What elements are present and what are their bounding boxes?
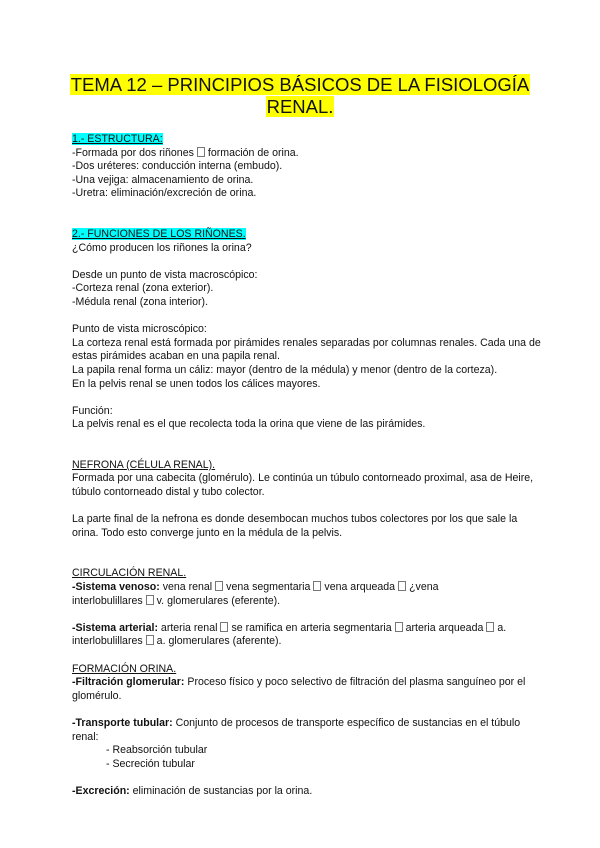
excrecion: -Excreción: eliminación de sustancias por la orina. <box>72 784 313 797</box>
section-heading-funciones: 2.- FUNCIONES DE LOS RIÑONES. <box>72 227 246 240</box>
arrow-glyph-icon <box>146 635 154 645</box>
section-heading-estructura: 1.- ESTRUCTURA: <box>72 133 163 145</box>
section-heading-nefrona: NEFRONA (CÉLULA RENAL). <box>72 458 216 471</box>
sistema-venoso-cont: interlobulillares v. glomerulares (eferente). <box>72 594 281 607</box>
section-heading-formacion: FORMACIÓN ORINA. <box>72 662 177 675</box>
micro-paragraph-1: La corteza renal está formada por pirámides renales separadas por columnas renales. Cada una de estas pirámides acaban en una papila renal. <box>72 336 544 363</box>
funcion-text: La pelvis renal es el que recolecta toda la orina que viene de las pirámides. <box>72 418 426 431</box>
estructura-line-4: -Uretra: eliminación/excreción de orina. <box>72 187 257 200</box>
sistema-arterial-cont: interlobulillares a. glomerulares (aferente). <box>72 635 282 648</box>
micro-heading: Punto de vista microscópico: <box>72 323 207 336</box>
arrow-glyph-icon <box>146 595 154 605</box>
funcion-heading: Función: <box>72 404 113 417</box>
arrow-glyph-icon <box>197 147 205 157</box>
arrow-glyph-icon <box>215 581 223 591</box>
estructura-line-2: -Dos uréteres: conducción interna (embudo). <box>72 160 283 173</box>
macro-heading: Desde un punto de vista macroscópico: <box>72 268 258 281</box>
arrow-glyph-icon <box>220 622 228 632</box>
sistema-arterial: -Sistema arterial: arteria renal se ramifica en arteria segmentaria arteria arqueada a. <box>72 621 507 634</box>
transporte-item-1: - Reabsorción tubular <box>106 744 208 757</box>
arrow-glyph-icon <box>395 622 403 632</box>
filtracion-glomerular: -Filtración glomerular: Proceso físico y poco selectivo de filtración del plasma sanguíneo por el glomérulo. <box>72 676 529 702</box>
micro-paragraph-2: La papila renal forma un cáliz: mayor (dentro de la médula) y menor (dentro de la corteza). <box>72 363 498 376</box>
nefrona-paragraph-1: Formada por una cabecita (glomérulo). Le continúa un túbulo contorneado proximal, asa de Heire, túbulo contorneado distal y tubo colector. <box>72 472 537 499</box>
arrow-glyph-icon <box>313 581 321 591</box>
micro-paragraph-3: En la pelvis renal se unen todos los cálices mayores. <box>72 377 321 390</box>
funciones-question: ¿Cómo producen los riñones la orina? <box>72 241 252 254</box>
page-title: TEMA 12 – PRINCIPIOS BÁSICOS DE LA FISIOLOGÍA <box>70 74 530 95</box>
page-title-line2: RENAL. <box>266 96 334 117</box>
section-heading-circulacion: CIRCULACIÓN RENAL. <box>72 567 187 580</box>
estructura-line-1: -Formada por dos riñones formación de orina. <box>72 146 299 159</box>
sistema-venoso: -Sistema venoso: vena renal vena segmentaria vena arqueada ¿vena <box>72 581 439 594</box>
macro-item-2: -Médula renal (zona interior). <box>72 295 209 308</box>
estructura-line-3: -Una vejiga: almacenamiento de orina. <box>72 173 254 186</box>
nefrona-paragraph-2: La parte final de la nefrona es donde desembocan muchos tubos colectores por los que sale la orina. Todo esto converge junto en la médula de la pelvis. <box>72 513 521 539</box>
transporte-item-2: - Secreción tubular <box>106 757 195 770</box>
document-body <box>72 133 542 799</box>
macro-item-1: -Corteza renal (zona exterior). <box>72 282 214 295</box>
arrow-glyph-icon <box>486 622 494 632</box>
transporte-tubular: -Transporte tubular: Conjunto de procesos de transporte específico de sustancias en el túbulo renal: <box>72 716 524 743</box>
arrow-glyph-icon <box>398 581 406 591</box>
